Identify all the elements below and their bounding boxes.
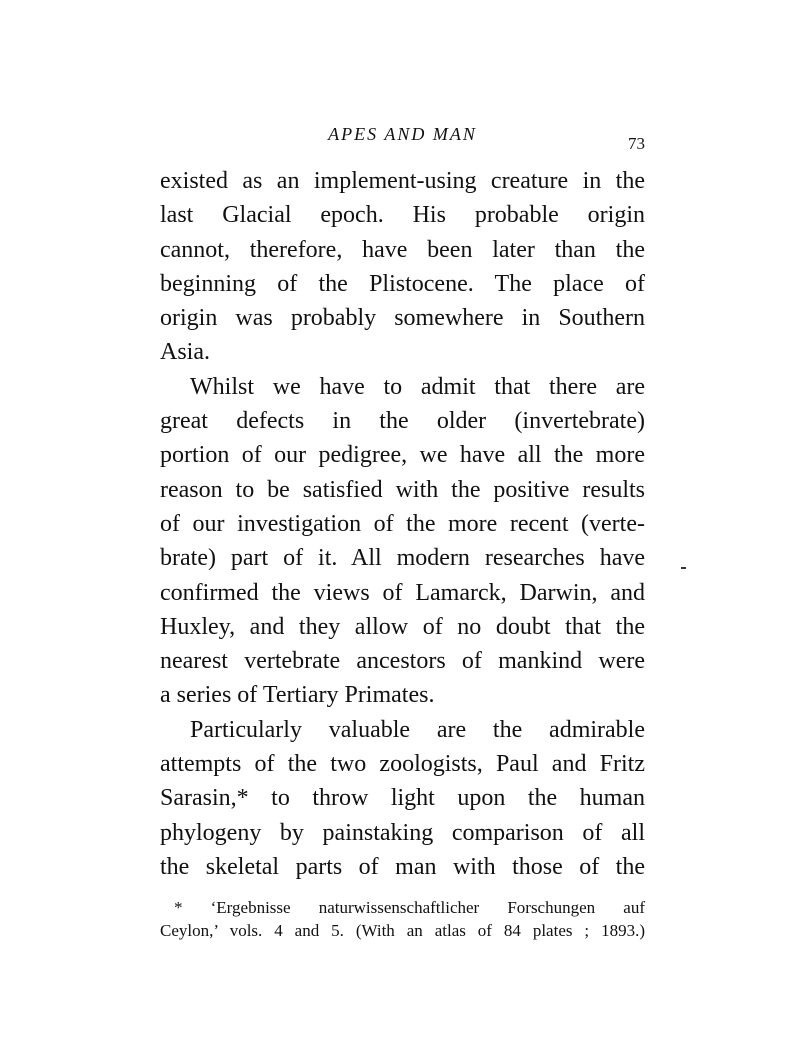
text-line: brate) part of it. All modern researches have (160, 545, 645, 572)
text-line: phylogeny by painstaking comparison of all (160, 819, 645, 846)
text-line: Asia. (160, 339, 210, 366)
text-line: existed as an implement-using creature in the (160, 168, 645, 194)
text-line: Particularly valuable are the admirable (190, 716, 645, 743)
footnote (160, 896, 645, 942)
text-line: confirmed the views of Lamarck, Darwin, and (160, 579, 645, 606)
running-title: APES AND MAN (328, 124, 477, 144)
footnote-line: * ‘Ergebnisse naturwissenschaftlicher Forschungen auf (174, 898, 645, 917)
running-head (160, 124, 645, 153)
text-line: Sarasin,* to throw light upon the human (160, 785, 645, 812)
footnote-line: Ceylon,’ vols. 4 and 5. (With an atlas of 84 plates ; 1893.) (160, 921, 645, 940)
text-line: cannot, therefore, have been later than the (160, 236, 645, 263)
text-line: reason to be satisfied with the positive results (160, 476, 645, 503)
text-line: attempts of the two zoologists, Paul and Fritz (160, 751, 645, 778)
text-line: Whilst we have to admit that there are (190, 373, 645, 400)
page-number: 73 (628, 134, 645, 153)
text-line: last Glacial epoch. His probable origin (160, 202, 645, 229)
text-line: Huxley, and they allow of no doubt that the (160, 613, 645, 640)
margin-mark (681, 567, 686, 569)
text-line: nearest vertebrate ancestors of mankind were (160, 648, 645, 675)
body-text (160, 164, 645, 884)
text-line: portion of our pedigree, we have all the more (160, 442, 645, 469)
text-line: a series of Tertiary Primates. (160, 682, 435, 709)
text-line: beginning of the Plistocene. The place of (160, 270, 645, 297)
text-line: the skeletal parts of man with those of the (160, 853, 645, 880)
text-line: of our investigation of the more recent (verte- (160, 510, 645, 537)
text-line: great defects in the older (invertebrate) (160, 408, 645, 435)
text-line: origin was probably somewhere in Southern (160, 305, 645, 332)
